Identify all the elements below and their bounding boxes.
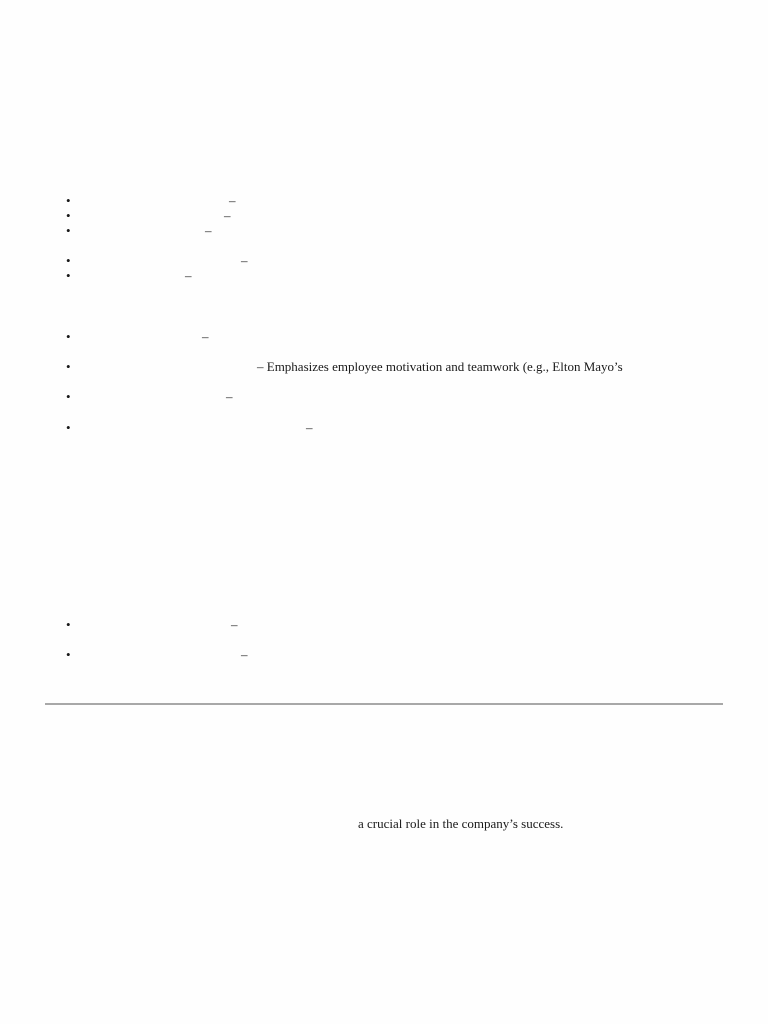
- list-item: [0, 208, 768, 224]
- list-item-text: –: [226, 389, 233, 404]
- list-item: [0, 359, 768, 375]
- list-item-text: –: [205, 223, 212, 238]
- bullet-marker: •: [66, 647, 71, 662]
- list-item: [0, 223, 768, 239]
- list-item-text: –: [185, 268, 192, 283]
- closing-paragraph: a crucial role in the company’s success.: [358, 816, 564, 831]
- bullet-marker: •: [66, 223, 71, 238]
- list-item-text: –: [229, 193, 236, 208]
- list-item-text: –: [202, 329, 209, 344]
- list-item-text: –: [241, 253, 248, 268]
- list-item: [0, 647, 768, 663]
- list-item-text: –: [224, 208, 231, 223]
- list-item: [0, 329, 768, 345]
- list-item-text: –: [241, 647, 248, 662]
- list-item: [0, 253, 768, 269]
- list-item-text: –: [231, 617, 238, 632]
- list-item: [0, 389, 768, 405]
- list-item-text: –: [306, 420, 313, 435]
- bullet-marker: •: [66, 208, 71, 223]
- bullet-marker: •: [66, 359, 71, 374]
- list-item: [0, 268, 768, 284]
- bullet-marker: •: [66, 329, 71, 344]
- list-item: [0, 420, 768, 436]
- bullet-marker: •: [66, 253, 71, 268]
- list-item: [0, 193, 768, 209]
- list-item: [0, 617, 768, 633]
- list-item-text: – Emphasizes employee motivation and teamwork (e.g., Elton Mayo’s: [257, 359, 623, 374]
- horizontal-divider: [45, 703, 723, 705]
- bullet-marker: •: [66, 268, 71, 283]
- bullet-marker: •: [66, 193, 71, 208]
- bullet-marker: •: [66, 617, 71, 632]
- bullet-marker: •: [66, 389, 71, 404]
- bullet-marker: •: [66, 420, 71, 435]
